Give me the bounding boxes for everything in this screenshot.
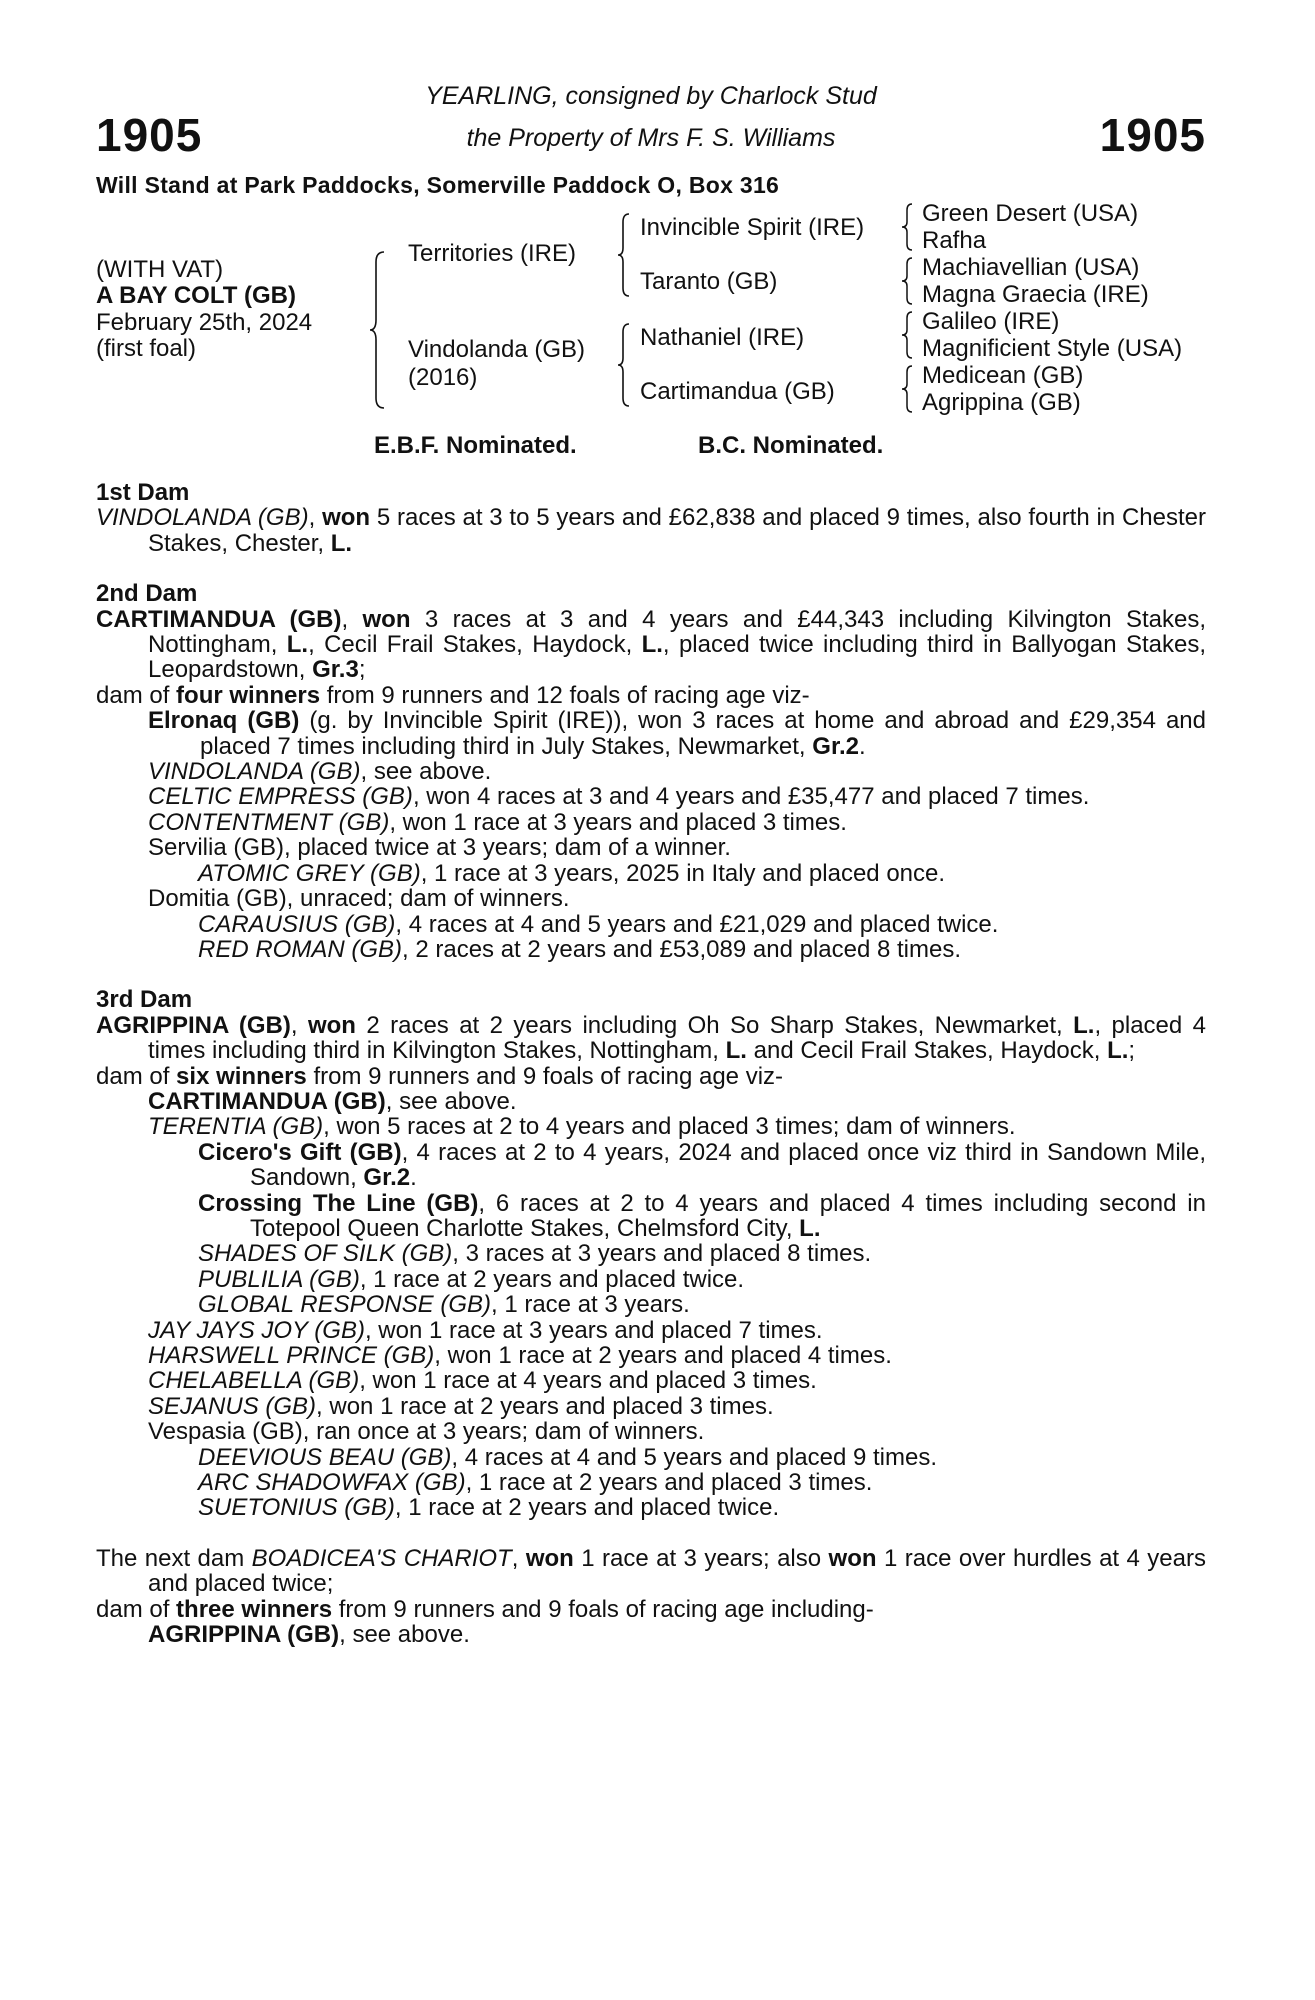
record-line [96, 886, 1206, 911]
text: , 6 races at 2 to 4 years and placed 4 times including second in Totepool Queen Charlotte Stakes, Chelmsford City, [250, 1189, 1206, 1242]
pedigree-bracket-g1 [900, 202, 914, 252]
text: 2 races at 2 years including Oh So Sharp Stakes, Newmarket, [355, 1011, 1074, 1039]
record-line [96, 912, 1206, 937]
text: , Cecil Frail Stakes, Haydock, [308, 631, 642, 659]
record-line [96, 708, 1206, 759]
italic-text: SEJANUS (GB) [148, 1392, 317, 1420]
italic-text: GLOBAL RESPONSE (GB) [198, 1291, 491, 1319]
italic-text: VINDOLANDA (GB) [96, 504, 309, 532]
record-line [96, 861, 1206, 886]
text: , 4 races at 4 and 5 years and placed 9 times. [451, 1443, 938, 1471]
pedigree-ggp-5: Galileo (IRE) [922, 308, 1060, 335]
text: , won 5 races at 2 to 4 years and placed 3 times; dam of winners. [323, 1113, 1016, 1141]
text: dam of [96, 1595, 177, 1623]
bold-text: L. [1073, 1011, 1095, 1039]
pedigree-bracket-g4 [900, 364, 914, 414]
foaling-date: February 25th, 2024 [96, 309, 313, 336]
italic-text: ARC SHADOWFAX (GB) [198, 1469, 466, 1497]
text: , won 1 race at 3 years and placed 7 times. [364, 1316, 823, 1344]
record-line [96, 1546, 1206, 1597]
record-line [96, 1064, 1206, 1089]
record-line [96, 937, 1206, 962]
text: , 1 race at 2 years and placed twice. [394, 1494, 780, 1522]
italic-text: SHADES OF SILK (GB) [198, 1240, 453, 1268]
bold-text: won [307, 1011, 356, 1039]
text: , won 1 race at 2 years and placed 3 times. [316, 1392, 774, 1420]
bold-text: six winners [176, 1062, 307, 1090]
bold-text: won [322, 504, 371, 532]
italic-text: JAY JAYS JOY (GB) [148, 1316, 365, 1344]
vat-note: (WITH VAT) [96, 256, 224, 283]
text: , 1 race at 3 years, 2025 in Italy and placed once. [420, 859, 946, 887]
italic-text: CELTIC EMPRESS (GB) [148, 783, 413, 811]
record-line [96, 1622, 1206, 1647]
text: , placed twice including third in Ballyogan Stakes, Leopardstown, [148, 631, 1206, 684]
text: , 4 races at 2 to 4 years, 2024 and placed once viz third in Sandown Mile, Sandown, [250, 1138, 1207, 1192]
pedigree-dam-year: (2016) [408, 364, 478, 391]
bold-text: Cicero's Gift (GB) [198, 1138, 402, 1166]
dam-section [96, 1546, 1206, 1648]
text: , placed 4 times including third in Kilvington Stakes, Nottingham, [148, 1011, 1207, 1065]
foal-note: (first foal) [96, 335, 197, 362]
text: . [858, 732, 866, 760]
text: , see above. [360, 758, 492, 786]
text: , [511, 1544, 526, 1572]
record-line [96, 1343, 1206, 1368]
bold-text: CARTIMANDUA (GB) [96, 605, 342, 633]
record-line [96, 607, 1206, 683]
dam-section [96, 480, 1206, 556]
pedigree-ggp-6: Magnificient Style (USA) [922, 335, 1183, 362]
pedigree-bracket-g3 [900, 310, 914, 360]
bold-text: won [828, 1544, 877, 1572]
italic-text: VINDOLANDA (GB) [148, 758, 361, 786]
text: , 1 race at 2 years and placed twice. [359, 1265, 745, 1293]
pedigree-dam: Vindolanda (GB) [408, 336, 585, 363]
record-line [96, 810, 1206, 835]
italic-text: TERENTIA (GB) [148, 1113, 324, 1141]
bold-text: L. [1107, 1037, 1129, 1065]
text: , 3 races at 3 years and placed 8 times. [452, 1240, 872, 1268]
dam-section [96, 987, 1206, 1521]
record-line [96, 1419, 1206, 1444]
dam-section [96, 581, 1206, 962]
record-line [96, 1191, 1206, 1242]
pedigree-bracket-g2 [900, 256, 914, 306]
italic-text: CARAUSIUS (GB) [198, 910, 396, 938]
bold-text: L. [330, 529, 353, 557]
text: , [341, 605, 363, 633]
pedigree-ggp-7: Medicean (GB) [922, 362, 1084, 389]
italic-text: CONTENTMENT (GB) [148, 808, 390, 836]
text: ; [358, 656, 366, 684]
bold-text: AGRIPPINA (GB) [148, 1621, 340, 1649]
bold-text: AGRIPPINA (GB) [96, 1011, 291, 1039]
text: ; [1128, 1037, 1136, 1065]
bc-nomination: B.C. Nominated. [698, 432, 884, 459]
record-line [96, 1241, 1206, 1266]
italic-text: CHELABELLA (GB) [148, 1367, 360, 1395]
italic-text: BOADICEA'S CHARIOT [251, 1544, 512, 1572]
record-line [96, 1013, 1206, 1064]
bold-text: won [362, 605, 411, 633]
bold-text: three winners [176, 1595, 333, 1623]
text: from 9 runners and 9 foals of racing age including- [332, 1595, 874, 1623]
record-line [96, 1495, 1206, 1520]
bold-text: L. [641, 631, 663, 659]
text: , won 1 race at 3 years and placed 3 times. [389, 808, 847, 836]
text: , see above. [339, 1621, 470, 1649]
pedigree-dam-sire: Nathaniel (IRE) [640, 324, 805, 351]
text: Servilia (GB), placed twice at 3 years; dam of a winner. [148, 834, 731, 862]
text: Domitia (GB), unraced; dam of winners. [148, 885, 570, 913]
property-line: the Property of Mrs F. S. Williams [466, 124, 836, 152]
record-line [96, 505, 1206, 556]
italic-text: HARSWELL PRINCE (GB) [148, 1342, 435, 1369]
pedigree-ggp-2: Rafha [922, 227, 987, 254]
text: , 1 race at 2 years and placed 3 times. [465, 1469, 873, 1497]
record-line [96, 683, 1206, 708]
text: , [290, 1011, 308, 1039]
text: , won 1 race at 2 years and placed 4 times. [434, 1342, 892, 1369]
ebf-nomination: E.B.F. Nominated. [374, 432, 577, 459]
record-line [96, 1140, 1206, 1191]
bold-text: Crossing The Line (GB) [198, 1189, 479, 1217]
bold-text: L. [286, 631, 309, 659]
text: 1 race at 3 years; also [573, 1544, 829, 1572]
text: from 9 runners and 9 foals of racing age viz- [306, 1062, 784, 1090]
italic-text: PUBLILIA (GB) [198, 1265, 360, 1293]
bold-text: Gr.2 [812, 732, 859, 760]
pedigree-bracket-main [368, 250, 388, 410]
text: , see above. [385, 1087, 517, 1115]
catalogue-page [96, 0, 1206, 2000]
record-line [96, 1368, 1206, 1393]
lot-number-left: 1905 [96, 109, 203, 161]
record-line [96, 1267, 1206, 1292]
text: dam of [96, 681, 177, 709]
pedigree-ggp-1: Green Desert (USA) [922, 200, 1139, 227]
text: 5 races at 3 to 5 years and £62,838 and placed 9 times, also fourth in Chester Stakes, Chester, [148, 504, 1206, 557]
pedigree-ggp-8: Agrippina (GB) [922, 389, 1081, 416]
text: , won 4 races at 3 and 4 years and £35,477 and placed 7 times. [412, 783, 1090, 811]
text: , [308, 504, 323, 532]
text: 1 race over hurdles at 4 years and placed twice; [148, 1544, 1206, 1598]
record-line [96, 835, 1206, 860]
record-line [96, 1597, 1206, 1622]
section-heading: 1st Dam [96, 479, 190, 506]
italic-text: SUETONIUS (GB) [198, 1494, 395, 1522]
section-heading: 2nd Dam [96, 580, 198, 608]
horse-name: A BAY COLT (GB) [96, 282, 297, 309]
pedigree-dam-dam: Cartimandua (GB) [640, 378, 835, 405]
bold-text: Gr.3 [312, 656, 359, 684]
pedigree-sire-dam: Taranto (GB) [640, 268, 778, 295]
text: , 4 races at 4 and 5 years and £21,029 and placed twice. [395, 910, 999, 938]
text: from 9 runners and 12 foals of racing age viz- [320, 681, 810, 709]
dam-notes [96, 480, 1206, 1672]
pedigree-bracket-sire [616, 212, 632, 298]
text: 3 races at 3 and 4 years and £44,343 including Kilvington Stakes, Nottingham, [148, 605, 1206, 659]
record-line [96, 1394, 1206, 1419]
record-line [96, 1089, 1206, 1114]
text: . [410, 1164, 417, 1192]
italic-text: ATOMIC GREY (GB) [198, 859, 421, 887]
lot-number-right: 1905 [1099, 109, 1206, 161]
italic-text: RED ROMAN (GB) [198, 935, 402, 963]
text: , 1 race at 3 years. [490, 1291, 690, 1319]
section-heading: 3rd Dam [96, 986, 193, 1014]
text: (g. by Invincible Spirit (IRE)), won 3 races at home and abroad and £29,354 and placed 7 times including third in July Stakes, Newmarket, [200, 707, 1206, 760]
text: dam of [96, 1062, 177, 1090]
record-line [96, 1292, 1206, 1317]
text: , 2 races at 2 years and £53,089 and placed 8 times. [402, 935, 962, 963]
pedigree-bracket-dam [616, 322, 632, 408]
pedigree-ggp-3: Machiavellian (USA) [922, 254, 1140, 281]
italic-text: DEEVIOUS BEAU (GB) [198, 1443, 452, 1471]
bold-text: CARTIMANDUA (GB) [148, 1087, 386, 1115]
bold-text: Gr.2 [363, 1164, 411, 1192]
bold-text: L. [725, 1037, 747, 1065]
text: The next dam [96, 1544, 252, 1572]
bold-text: won [525, 1544, 574, 1572]
record-line [96, 1318, 1206, 1343]
record-line [96, 1470, 1206, 1495]
text: , won 1 race at 4 years and placed 3 times. [359, 1367, 817, 1395]
bold-text: L. [799, 1214, 821, 1242]
pedigree-sire: Territories (IRE) [408, 240, 577, 267]
pedigree-ggp-4: Magna Graecia (IRE) [922, 281, 1149, 308]
stand-location: Will Stand at Park Paddocks, Somerville Paddock O, Box 316 [96, 172, 780, 198]
bold-text: four winners [176, 681, 321, 709]
text: and Cecil Frail Stakes, Haydock, [746, 1037, 1108, 1065]
record-line [96, 784, 1206, 809]
record-line [96, 1445, 1206, 1470]
record-line [96, 759, 1206, 784]
pedigree-sire-sire: Invincible Spirit (IRE) [640, 214, 865, 241]
record-line [96, 1114, 1206, 1139]
bold-text: Elronaq (GB) [148, 707, 300, 735]
text: Vespasia (GB), ran once at 3 years; dam of winners. [148, 1418, 705, 1446]
consignment-line: YEARLING, consigned by Charlock Stud [425, 82, 877, 110]
